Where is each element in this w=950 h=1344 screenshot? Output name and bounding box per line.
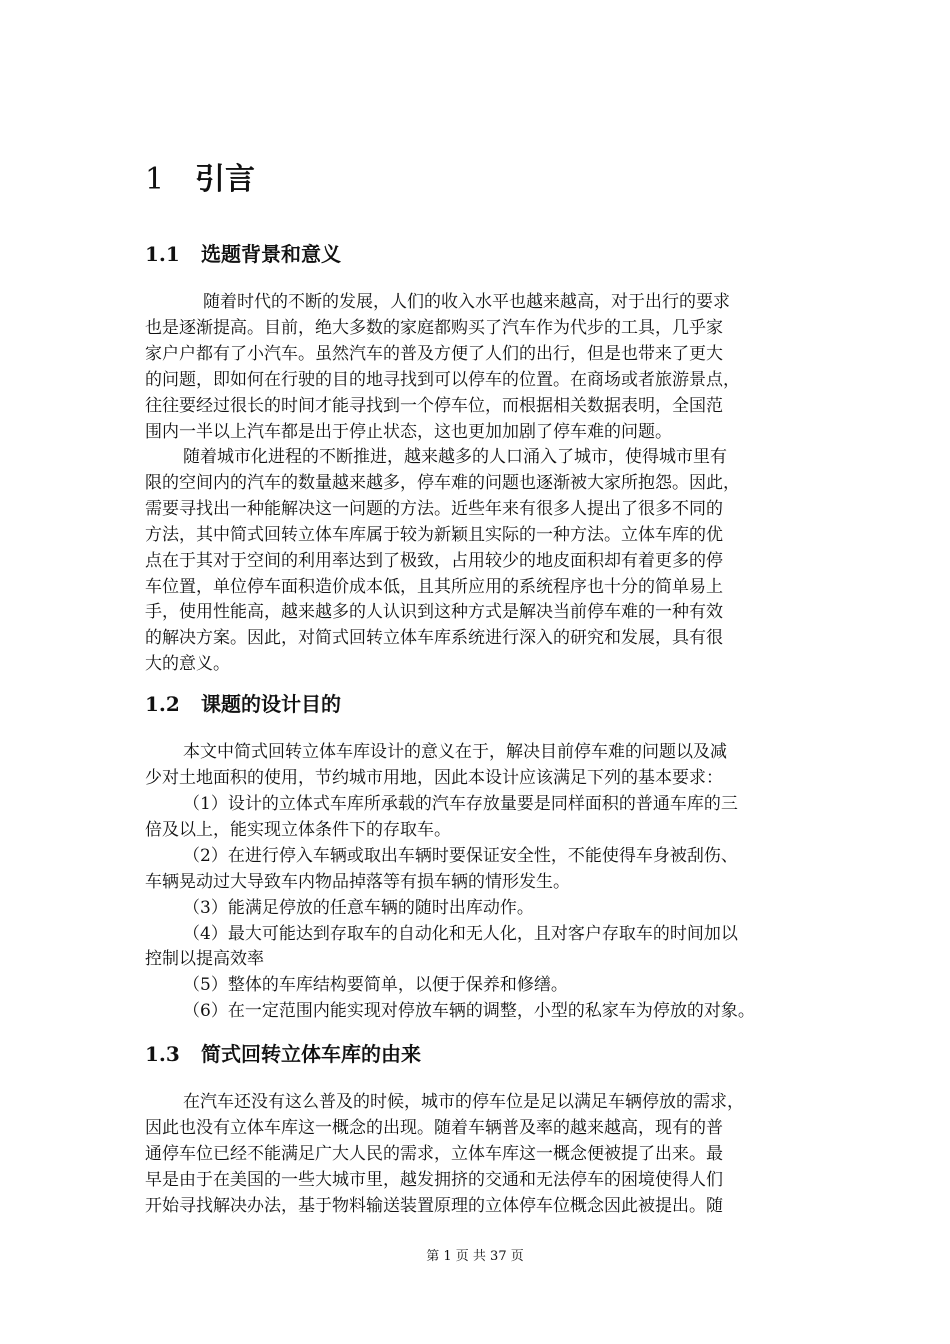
text-line: 本文中简式回转立体车库设计的意义在于，解决目前停车难的问题以及减 [183,742,727,762]
page-footer: 第 1 页 共 37 页 [426,1249,524,1264]
text-line: 手，使用性能高，越来越多的人认识到这种方式是解决当前停车难的一种有效 [145,602,723,623]
text-line: 往往要经过很长的时间才能寻找到一个停车位，而根据相关数据表明，全国范 [145,395,723,416]
text-line: 随着城市化进程的不断推进，越来越多的人口涌入了城市，使得城市里有 [183,447,727,467]
text-line: 的问题，即如何在行驶的目的地寻找到可以停车的位置。在商场或者旅游景点， [145,369,740,390]
text-line: 早是由于在美国的一些大城市里，越发拥挤的交通和无法停车的困境使得人们 [145,1169,723,1190]
text-line: 开始寻找解决办法，基于物料输送装置原理的立体停车位概念因此被提出。随 [145,1195,723,1216]
text-line: 通停车位已经不能满足广大人民的需求，立体车库这一概念便被提了出来。最 [145,1143,723,1164]
chapter-heading [145,160,255,200]
paragraph-origin [145,1090,825,1220]
text-line: 家户户都有了小汽车。虽然汽车的普及方便了人们的出行，但是也带来了更大 [145,343,723,364]
text-line: 限的空间内的汽车的数量越来越多，停车难的问题也逐渐被大家所抱怨。因此， [145,472,740,493]
section-heading-1-2 [145,690,341,718]
paragraph-background-1 [145,290,825,445]
section-heading-1-1 [145,240,341,268]
text-line: 少对土地面积的使用，节约城市用地，因此本设计应该满足下列的基本要求： [145,767,723,788]
list-item: （2）在进行停入车辆或取出车辆时要保证安全性，不能使得车身被刮伤、 [183,845,738,866]
list-item-continuation: 倍及以上，能实现立体条件下的存取车。 [145,819,451,840]
text-line: 因此也没有立体车库这一概念的出现。随着车辆普及率的越来越高，现有的普 [145,1117,723,1138]
section-number: 1.3 [145,1042,180,1066]
text-line: 大的意义。 [145,654,230,675]
requirements-list [145,792,825,1025]
text-line: 方法，其中简式回转立体车库属于较为新颖且实际的一种方法。立体车库的优 [145,524,723,545]
list-item: （3）能满足停放的任意车辆的随时出库动作。 [183,897,534,918]
section-number: 1.2 [145,692,180,716]
list-item: （1）设计的立体式车库所承载的汽车存放量要是同样面积的普通车库的三 [183,794,738,814]
list-item: （6）在一定范围内能实现对停放车辆的调整，小型的私家车为停放的对象。 [183,1001,755,1022]
section-title: 课题的设计目的 [201,692,341,716]
text-line: 点在于其对于空间的利用率达到了极致，占用较少的地皮面积却有着更多的停 [145,550,723,571]
text-line: 也是逐渐提高。目前，绝大多数的家庭都购买了汽车作为代步的工具，几乎家 [145,317,723,338]
paragraph-design-purpose [145,740,825,792]
list-item-continuation: 车辆晃动过大导致车内物品掉落等有损车辆的情形发生。 [145,871,570,892]
section-heading-1-3 [145,1040,421,1068]
section-title: 选题背景和意义 [201,242,341,266]
text-line: 围内一半以上汽车都是出于停止状态，这也更加加剧了停车难的问题。 [145,421,672,442]
section-number: 1.1 [145,242,180,266]
text-line: 随着时代的不断的发展，人们的收入水平也越来越高，对于出行的要求 [203,292,730,312]
text-line: 在汽车还没有这么普及的时候，城市的停车位是足以满足车辆停放的需求， [183,1092,744,1112]
text-line: 需要寻找出一种能解决这一问题的方法。近些年来有很多人提出了很多不同的 [145,498,723,519]
text-line: 的解决方案。因此，对简式回转立体车库系统进行深入的研究和发展，具有很 [145,628,723,649]
text-line: 车位置，单位停车面积造价成本低，且其所应用的系统程序也十分的简单易上 [145,576,723,597]
paragraph-background-2 [145,445,825,678]
chapter-title: 引言 [195,162,255,197]
list-item: （5）整体的车库结构要简单，以便于保养和修缮。 [183,975,568,996]
list-item: （4）最大可能达到存取车的自动化和无人化，且对客户存取车的时间加以 [183,923,738,944]
section-title: 简式回转立体车库的由来 [201,1042,421,1066]
list-item-continuation: 控制以提高效率 [145,949,264,970]
chapter-number: 1 [145,162,165,197]
